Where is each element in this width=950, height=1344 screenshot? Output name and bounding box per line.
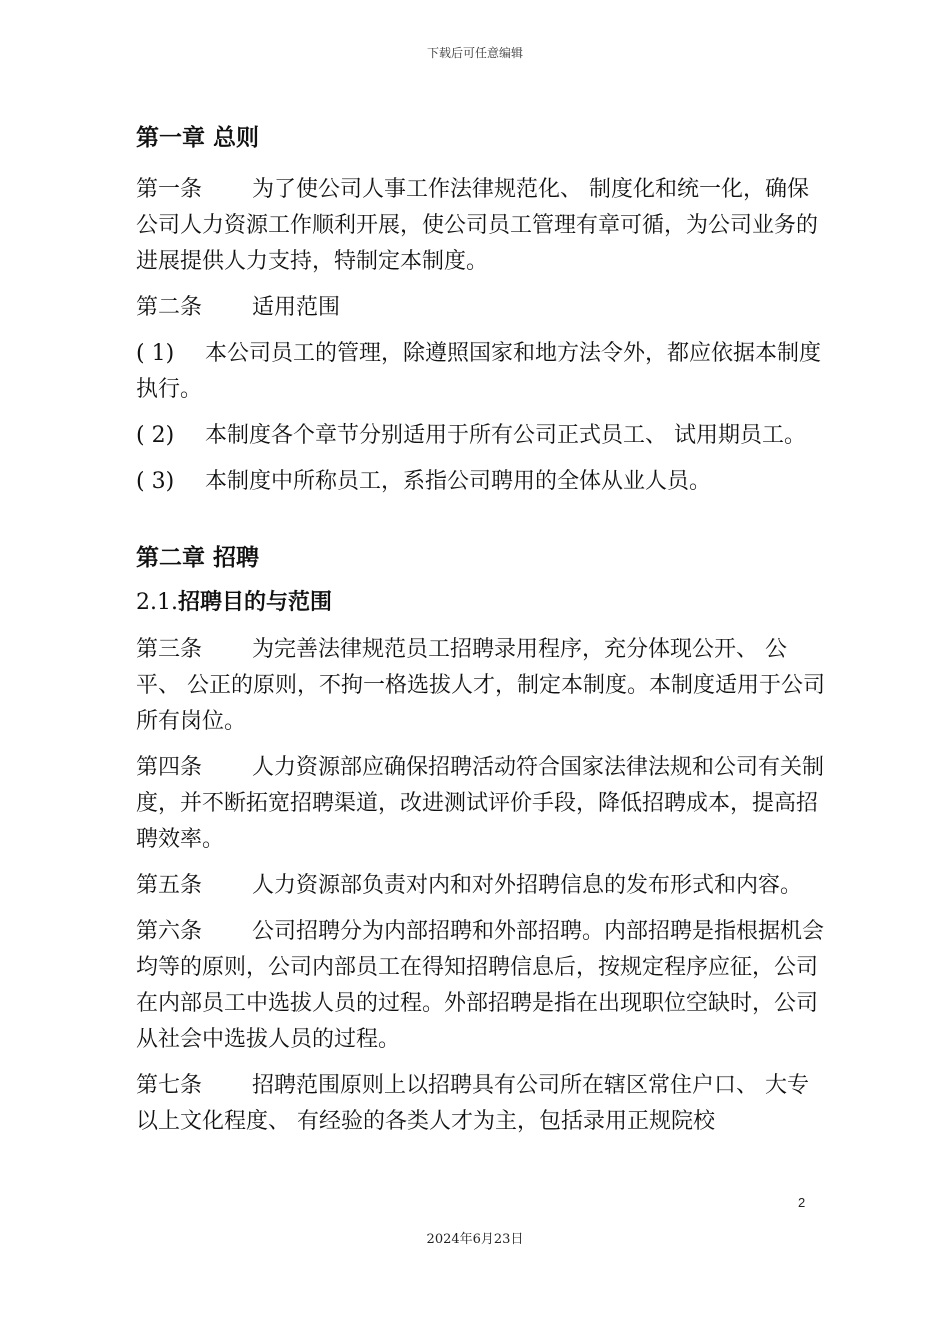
article-2 (136, 290, 826, 326)
article-4-text: 人力资源部应确保招聘活动符合国家法律法规和公司有关制度，并不断拓宽招聘渠道，改进测试评价手段，降低招聘成本，提高招聘效率。 (136, 755, 825, 852)
chapter-2-title: 第二章 招聘 (136, 545, 260, 571)
document-body (136, 120, 826, 1140)
section-title: 招聘目的与范围 (177, 590, 332, 615)
list-item (136, 464, 826, 500)
article-4-label: 第四条 (136, 755, 203, 780)
article-5-label: 第五条 (136, 873, 203, 898)
article-4 (136, 750, 826, 858)
item-text: 本制度中所称员工，系指公司聘用的全体从业人员。 (205, 469, 712, 494)
article-7-label: 第七条 (136, 1073, 203, 1098)
article-2-label: 第二条 (136, 295, 203, 320)
section-2-1-heading (136, 586, 826, 620)
article-1-label: 第一条 (136, 177, 203, 202)
item-number: ( 3) (136, 469, 175, 494)
item-text: 本公司员工的管理，除遵照国家和地方法令外，都应依据本制度执行。 (136, 341, 822, 402)
chapter-1-title: 第一章 总则 (136, 125, 260, 151)
item-number: ( 2) (136, 423, 175, 448)
article-3-label: 第三条 (136, 637, 203, 662)
article-1-text: 为了使公司人事工作法律规范化、 制度化和统一化，确保公司人力资源工作顺利开展，使公司员工管理有章可循，为公司业务的进展提供人力支持，特制定本制度。 (136, 177, 819, 274)
article-2-text: 适用范围 (252, 295, 341, 320)
page-footer-date: 2024年6月23日 (426, 1232, 524, 1247)
page-header: 下载后可任意编辑 (426, 46, 523, 60)
list-item (136, 336, 826, 408)
page-number: 2 (798, 1195, 806, 1210)
article-1 (136, 172, 826, 280)
article-3 (136, 632, 826, 740)
article-6-label: 第六条 (136, 919, 203, 944)
article-5-text: 人力资源部负责对内和对外招聘信息的发布形式和内容。 (252, 873, 803, 898)
article-5 (136, 868, 866, 904)
article-3-text: 为完善法律规范员工招聘录用程序，充分体现公开、 公平、 公正的原则，不拘一格选拔人才，制定本制度。本制度适用于公司所有岗位。 (136, 637, 825, 734)
article-7-text: 招聘范围原则上以招聘具有公司所在辖区常住户口、 大专以上文化程度、 有经验的各类人才为主，包括录用正规院校 (136, 1073, 809, 1134)
item-text: 本制度各个章节分别适用于所有公司正式员工、 试用期员工。 (205, 423, 806, 448)
list-item (136, 418, 826, 454)
article-6-text: 公司招聘分为内部招聘和外部招聘。内部招聘是指根据机会均等的原则，公司内部员工在得知招聘信息后，按规定程序应征，公司在内部员工中选拔人员的过程。外部招聘是指在出现职位空缺时，公司从社会中选拔人员的过程。 (136, 919, 825, 1052)
section-number: 2.1. (136, 590, 178, 615)
item-number: ( 1) (136, 341, 175, 366)
article-6 (136, 914, 826, 1058)
article-7 (136, 1068, 826, 1140)
